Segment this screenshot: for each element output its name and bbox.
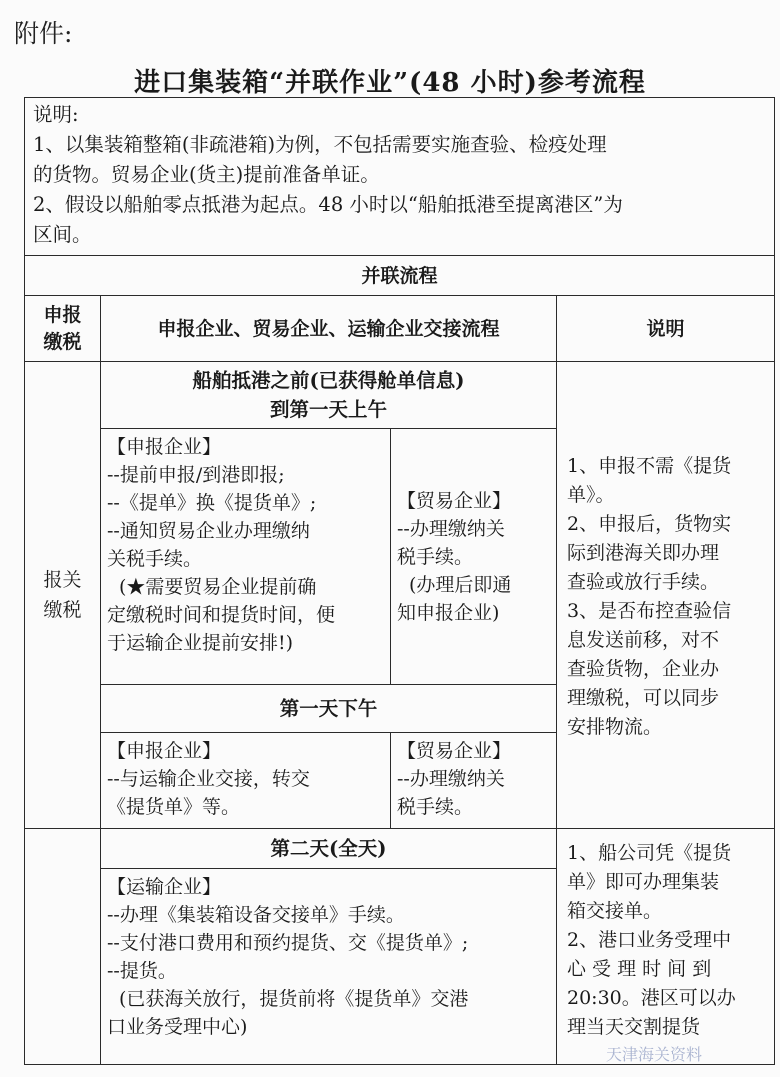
declarant-line: --与运输企业交接，转交: [107, 768, 310, 790]
stage1-note-line: 理缴税，可以同步: [567, 687, 720, 709]
stage1-note-line: 际到港海关即办理: [567, 542, 720, 564]
declarant-box-1: [101, 429, 391, 685]
declarant-box-2: [101, 733, 391, 829]
stage2-note-line: 心 受 理 时 间 到: [567, 958, 712, 980]
notes-line: 2、假设以船舶零点抵港为起点。48 小时以“船舶抵港至提离港区”为: [33, 193, 623, 216]
phase2-title: 第一天下午: [101, 685, 557, 733]
trader-line: (办理后即通: [409, 573, 512, 596]
header-col3: 说明: [557, 296, 775, 362]
stage1-note-line: 息发送前移，对不: [567, 629, 720, 651]
stage2-label: [25, 829, 101, 1065]
stage2-note-line: 20:30。港区可以办: [567, 987, 736, 1009]
section-title-row: [25, 256, 775, 296]
stage2-note-line: 1、船公司凭《提货: [567, 842, 732, 864]
stage1-note-line: 3、是否布控查验信: [567, 600, 732, 622]
stage1-note-line: 2、申报后，货物实: [567, 513, 732, 535]
trader-box-2: [391, 733, 557, 829]
header-row: [25, 296, 775, 362]
phase1-title: [101, 362, 557, 429]
declarant-line: --通知贸易企业办理缴纳: [107, 520, 310, 542]
declarant-line: (★需要贸易企业提前确: [119, 576, 317, 598]
stage2-notes: [557, 829, 775, 1065]
stage2-note-line: 单》即可办理集装: [567, 871, 720, 893]
declarant-line: 于运输企业提前安排!): [107, 632, 294, 654]
notes-line: 的货物。贸易企业(货主)提前准备单证。: [33, 163, 380, 186]
stage1-label-line: 报关: [43, 569, 82, 591]
stage2-note-line: 箱交接单。: [567, 900, 663, 922]
declarant-line: 《提货单》等。: [107, 796, 241, 818]
stage1-note-line: 1、申报不需《提货: [567, 455, 732, 477]
trader-line: 税手续。: [397, 796, 474, 818]
trader-line: 知申报企业): [397, 601, 500, 624]
notes-cell: [25, 98, 775, 256]
stage2-note-line: 2、港口业务受理中: [567, 929, 732, 951]
stage1-label: [25, 362, 101, 829]
transport-line: --办理《集装箱设备交接单》手续。: [107, 904, 405, 926]
process-table: [24, 97, 775, 1065]
declarant-line: 关税手续。: [107, 548, 203, 570]
stage1-note-line: 查验或放行手续。: [567, 571, 720, 593]
trader-box-1: [391, 429, 557, 685]
transport-line: --支付港口费用和预约提货、交《提货单》;: [107, 932, 469, 954]
header-col2: 申报企业、贸易企业、运输企业交接流程: [101, 296, 557, 362]
header-col1-line: 缴税: [43, 330, 82, 353]
declarant-line: --提前申报/到港即报;: [107, 464, 285, 486]
stage1-note-line: 安排物流。: [567, 716, 663, 738]
transport-heading: 【运输企业】: [107, 876, 222, 898]
day2-row: [25, 829, 775, 869]
phase1-row: [25, 362, 775, 429]
header-col1-line: 申报: [43, 303, 82, 326]
stage1-note-line: 查验货物，企业办: [567, 658, 720, 680]
declarant-line: --《提单》换《提货单》;: [107, 492, 317, 514]
phase1-title-line: 到第一天上午: [269, 398, 387, 421]
day2-title: 第二天(全天): [101, 829, 557, 869]
phase1-title-line: 船舶抵港之前(已获得舱单信息): [192, 369, 465, 392]
trader-line: 税手续。: [397, 545, 474, 568]
transport-line: (已获海关放行，提货前将《提货单》交港: [119, 988, 469, 1010]
stage1-note-line: 单》。: [567, 484, 615, 506]
notes-heading: 说明:: [33, 103, 79, 126]
stage1-label-line: 缴税: [43, 599, 82, 621]
stage2-note-line: 理当天交割提货: [567, 1016, 701, 1038]
declarant-heading: 【申报企业】: [107, 436, 222, 458]
transport-line: --提货。: [107, 960, 177, 982]
section-title: 并联流程: [25, 256, 775, 296]
notes-line: 1、以集装箱整箱(非疏港箱)为例，不包括需要实施查验、检疫处理: [33, 133, 607, 156]
transport-line: 口业务受理中心): [107, 1016, 248, 1038]
declarant-line: 定缴税时间和提货时间，便: [107, 604, 336, 626]
notes-row: [25, 98, 775, 256]
trader-heading: 【贸易企业】: [397, 489, 512, 512]
transport-box: [101, 869, 557, 1065]
attachment-label: 附件:: [14, 19, 73, 48]
trader-heading: 【贸易企业】: [397, 740, 512, 762]
trader-line: --办理缴纳关: [397, 517, 505, 540]
watermark: 天津海关资料: [606, 1045, 703, 1064]
document-title: 进口集装箱“并联作业”(48 小时)参考流程: [134, 68, 646, 98]
notes-line: 区间。: [33, 223, 92, 246]
header-col1: [25, 296, 101, 362]
trader-line: --办理缴纳关: [397, 768, 505, 790]
declarant-heading: 【申报企业】: [107, 740, 222, 762]
stage1-notes: [557, 362, 775, 829]
